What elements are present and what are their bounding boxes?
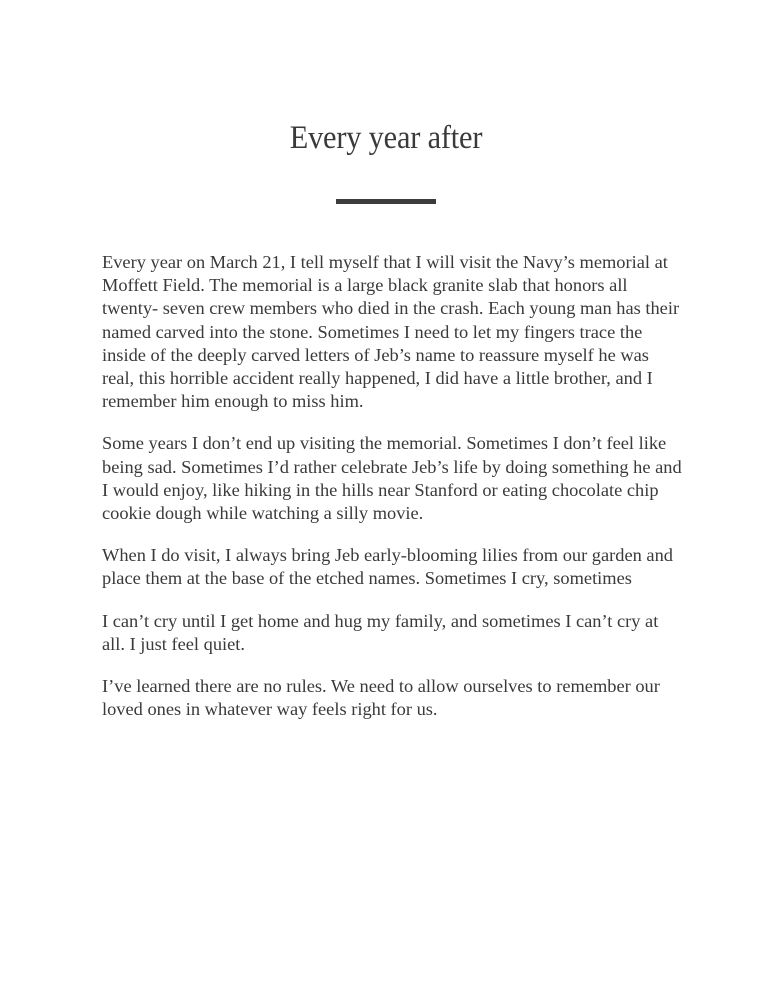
paragraph: Every year on March 21, I tell myself that I will visit the Navy’s memorial at Moffett Field. The memorial is a large black granite slab that honors all twenty- seven crew members who died in the crash. Each young man has their named carved into the stone. Sometimes I need to let my fingers trace the inside of the deeply carved letters of Jeb’s name to reassure myself he was real, this horrible accident really happened, I did have a little brother, and I remember him enough to miss him.	[102, 252, 680, 412]
paragraph: Some years I don’t end up visiting the memorial. Sometimes I don’t feel like being sad. Sometimes I’d rather celebrate Jeb’s life by doing something he and I would enjoy, like hiking in the hills near Stanford or eating chocolate chip cookie dough while watching a silly movie.	[102, 433, 682, 524]
title-divider	[336, 199, 436, 204]
paragraph: I’ve learned there are no rules. We need to allow ourselves to remember our loved ones in whatever way feels right for us.	[102, 676, 660, 720]
body-text	[102, 251, 682, 740]
paragraph: When I do visit, I always bring Jeb early-blooming lilies from our garden and place them at the base of the etched names. Sometimes I cry, sometimes	[102, 545, 673, 589]
page-title: Every year after	[289, 120, 483, 156]
paragraph: I can’t cry until I get home and hug my family, and sometimes I can’t cry at all. I just feel quiet.	[102, 610, 659, 654]
